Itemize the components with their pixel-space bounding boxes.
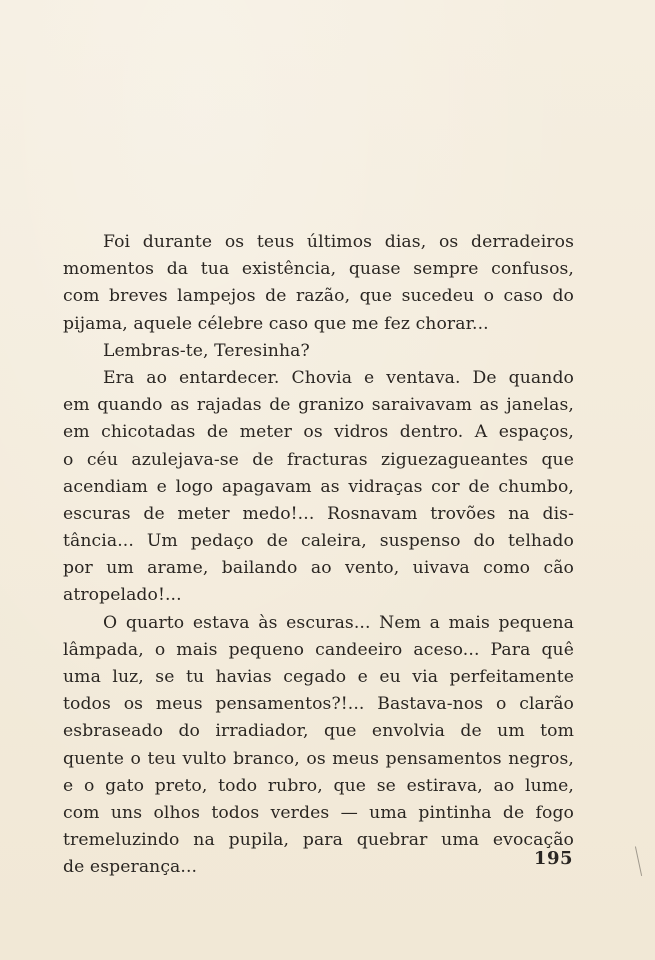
text-line: esbraseado do irradiador, que envolvia de um tom [63, 721, 574, 742]
text-line: Lembras-te, Teresinha? [103, 340, 310, 361]
text-line: atropelado!... [63, 585, 182, 606]
text-line: quente o teu vulto branco, os meus pensamentos negros, [63, 748, 574, 769]
text-line: pijama, aquele célebre caso que me fez chorar... [63, 313, 489, 334]
text-line: Era ao entardecer. Chovia e ventava. De quando [103, 367, 574, 388]
text-line: uma luz, se tu havias cegado e eu via perfeitamente [63, 667, 574, 687]
page-number: 195 [533, 848, 573, 869]
text-line: com breves lampejos de razão, que sucedeu o caso do [63, 286, 574, 307]
text-line: O quarto estava às escuras... Nem a mais pequena [103, 612, 574, 633]
text-line: e o gato preto, todo rubro, que se estirava, ao lume, [63, 775, 574, 796]
page-edge-mark [635, 846, 644, 876]
text-line: acendiam e logo apagavam as vidraças cor de chumbo, [63, 476, 574, 497]
text-line: Foi durante os teus últimos dias, os derradeiros [103, 232, 574, 252]
text-line: o céu azulejava-se de fracturas ziguezagueantes que [63, 449, 574, 470]
text-line: lâmpada, o mais pequeno candeeiro aceso... Para quê [63, 639, 574, 660]
text-line: de esperança... [63, 857, 198, 878]
text-line: momentos da tua existência, quase sempre confusos, [63, 259, 574, 280]
text-line: com uns olhos todos verdes — uma pintinha de fogo [63, 802, 574, 823]
text-line: em quando as rajadas de granizo saraivavam as janelas, [63, 395, 574, 416]
text-line: por um arame, bailando ao vento, uivava como cão [63, 558, 574, 579]
text-line: em chicotadas de meter os vidros dentro. A espaços, [63, 422, 574, 443]
text-line: tremeluzindo na pupila, para quebrar uma evocação [63, 830, 574, 851]
text-line: escuras de meter medo!... Rosnavam trovões na dis- [63, 503, 574, 524]
text-line: tância... Um pedaço de caleira, suspenso do telhado [63, 531, 574, 552]
body-text [63, 229, 574, 882]
text-line: todos os meus pensamentos?!... Bastava-nos o clarão [63, 694, 574, 715]
